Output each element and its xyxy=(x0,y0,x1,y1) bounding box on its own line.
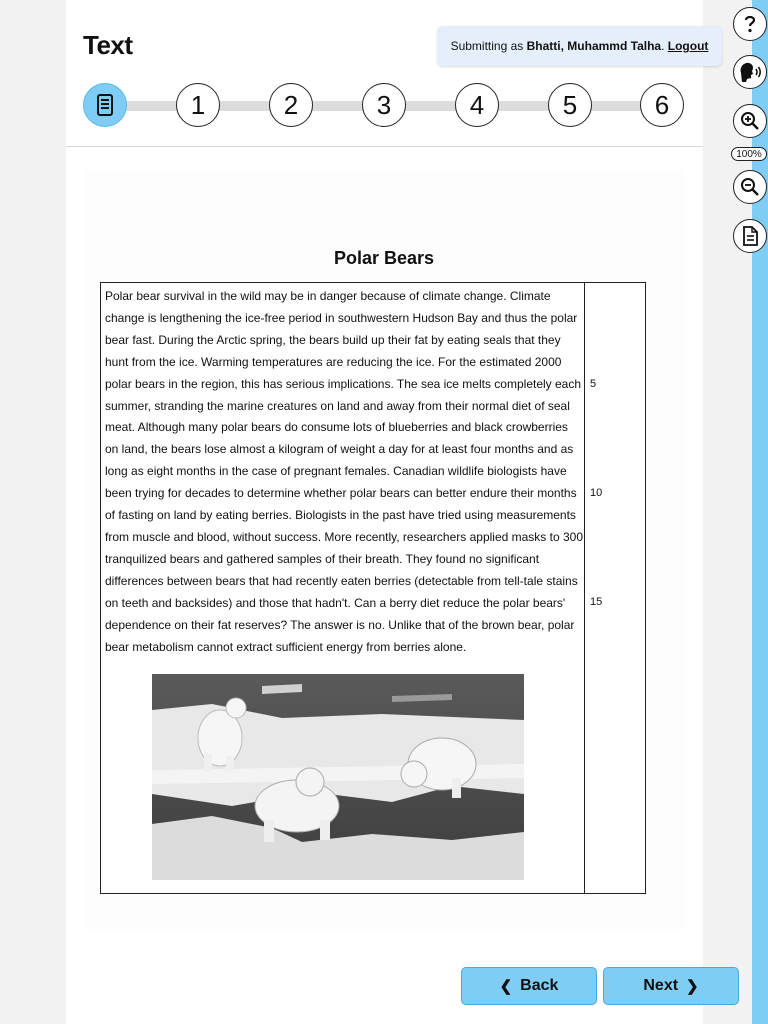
step-6-button[interactable]: 6 xyxy=(640,83,684,127)
back-button[interactable] xyxy=(461,967,597,1005)
banner-separator: . xyxy=(661,39,668,53)
step-1-button[interactable]: 1 xyxy=(176,83,220,127)
zoom-out-button[interactable] xyxy=(733,170,767,204)
zoom-level: 100% xyxy=(731,147,767,161)
help-icon xyxy=(741,14,759,34)
submitting-prefix: Submitting as xyxy=(450,39,527,53)
notes-icon xyxy=(742,226,758,246)
user-banner xyxy=(437,26,722,66)
user-name: Bhatti, Muhammd Talha xyxy=(526,39,662,53)
next-button[interactable] xyxy=(603,967,739,1005)
line-number-column xyxy=(584,282,585,894)
step-2-button[interactable]: 2 xyxy=(269,83,313,127)
header-divider xyxy=(66,146,703,147)
text-to-speech-button[interactable] xyxy=(733,55,767,89)
chevron-right-icon: ❯ xyxy=(686,978,699,995)
passage-text: Polar bear survival in the wild may be in danger because of climate change. Climate change is lengthening the ice-free period in southwestern Hudson Bay and thus the polar bear fast. During the Arctic spring, the bears build up their fat by eating seals that they hunt from the ice. Warming temperatures are reducing the ice. For the estimated 2000 polar bears in the region, this has serious implications. The sea ice melts completely each summer, stranding the marine creatures on land and away from their normal diet of seal meat. Although many polar bears do consume lots of blueberries and black crowberries on land, the bears lose almost a kilogram of weight a day for at least four months and as long as eight months in the case of pregnant females. Canadian wildlife biologists have been trying for decades to determine whether polar bears can better endure their months of fasting on land by eating berries. Biologists in the past have tried using measurements from muscle and blood, without success. More recently, researchers applied masks to 300 tranquilized bears and gathered samples of their breath. They found no significant differences between bears that had recently eaten berries (detectable from tell-tale stains on teeth and backsides) and those that hadn't. Can a berry diet reduce the polar bears' dependence on their fat reserves? The answer is no. Unlike that of the brown bear, polar bear metabolism cannot extract sufficient energy from berries alone. xyxy=(105,289,583,654)
step-4-button[interactable]: 4 xyxy=(455,83,499,127)
line-number-10: 10 xyxy=(590,487,603,499)
step-text-button[interactable] xyxy=(83,83,127,127)
back-label: Back xyxy=(520,977,559,994)
page-title: Text xyxy=(83,30,133,60)
line-number-5: 5 xyxy=(590,378,597,390)
polar-bears-photo xyxy=(152,674,524,880)
next-label: Next xyxy=(643,977,679,994)
step-5-button[interactable]: 5 xyxy=(548,83,592,127)
step-3-button[interactable]: 3 xyxy=(362,83,406,127)
zoom-out-icon xyxy=(740,177,760,197)
notes-button[interactable] xyxy=(733,219,767,253)
line-number-15: 15 xyxy=(590,596,603,608)
help-button[interactable] xyxy=(733,7,767,41)
passage-title: Polar Bears xyxy=(333,248,435,268)
chevron-left-icon: ❮ xyxy=(499,978,513,995)
zoom-in-icon xyxy=(740,111,760,131)
text-to-speech-icon xyxy=(737,61,763,83)
document-icon xyxy=(95,94,115,116)
logout-link[interactable]: Logout xyxy=(667,39,709,53)
zoom-in-button[interactable] xyxy=(733,104,767,138)
